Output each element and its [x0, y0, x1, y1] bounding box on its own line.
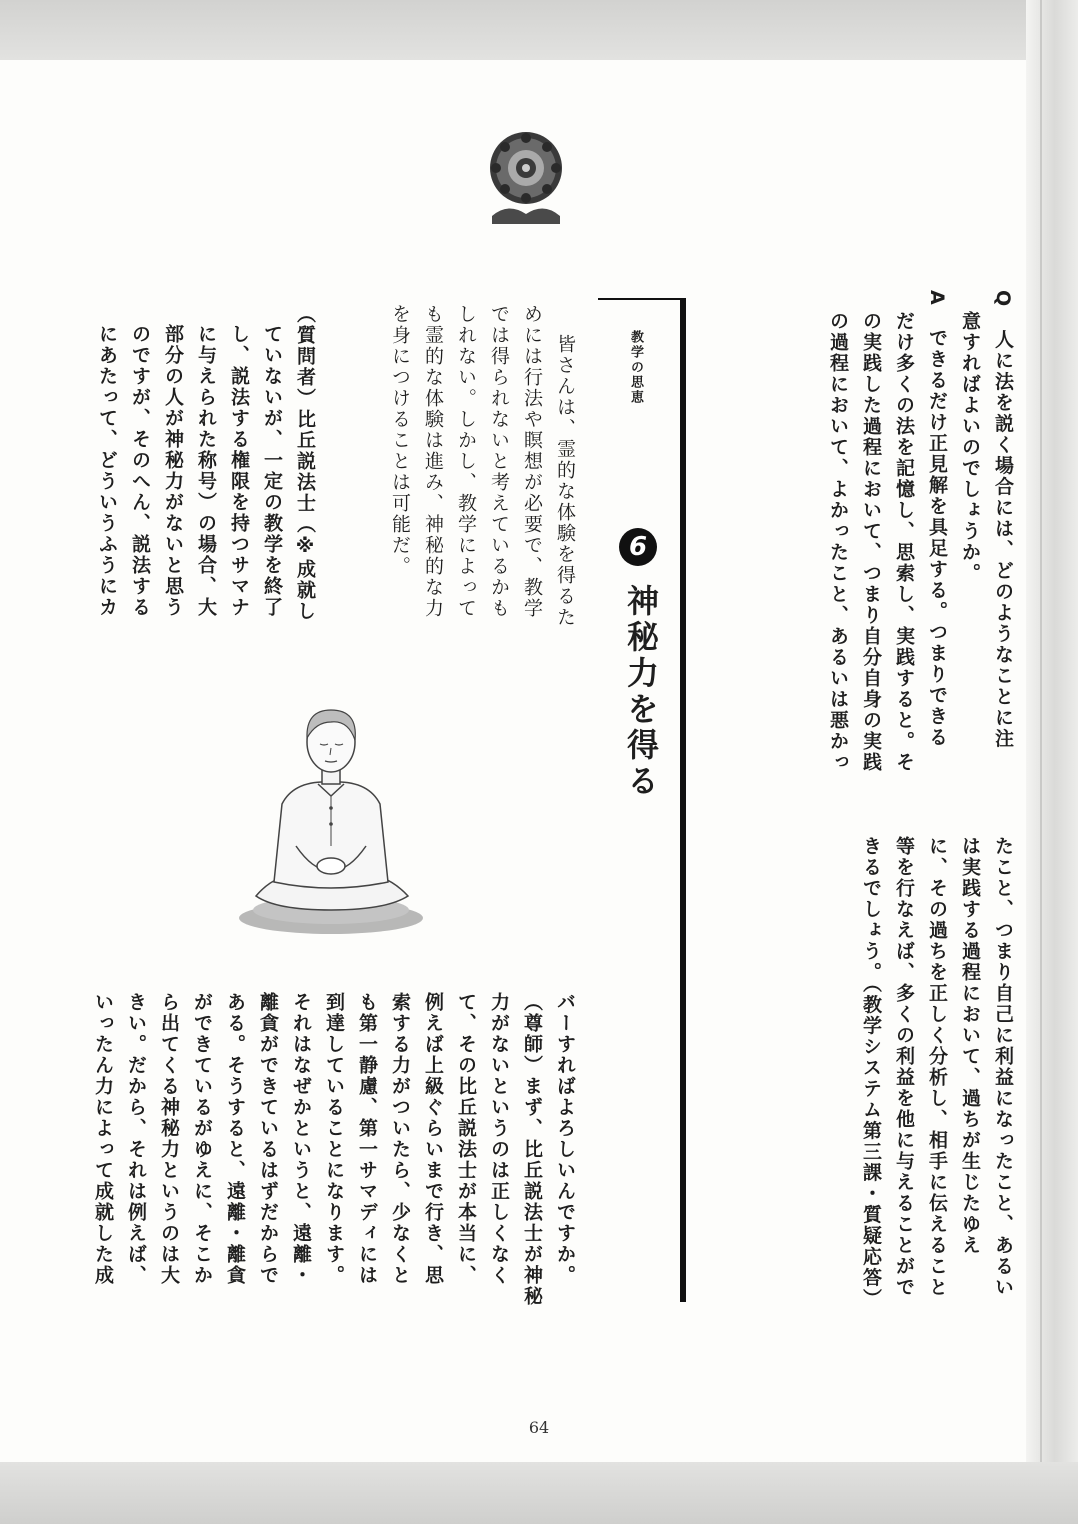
qa-column: 意すればよいのでしょうか。 — [959, 290, 981, 584]
answer-column: 力がないというのは正しくなく — [488, 992, 510, 1286]
answer-column: 到達していることになります。 — [323, 992, 345, 1286]
section-title: 神秘力を得る — [622, 584, 660, 800]
answer-column: て、その比丘説法士が本当に、 — [455, 992, 477, 1286]
qa-column: Q 人に法を説く場合には、どのようなことに注 — [992, 290, 1014, 750]
intro-column: 皆さんは、霊的な体験を得るた — [554, 334, 576, 628]
question-column: にあたって、どういうふうにカ — [96, 324, 118, 618]
answer-column: も第一静慮、第一サマディには — [356, 992, 378, 1286]
intro-column: も霊的な体験は進み、神秘的な力 — [422, 304, 444, 619]
question-column: 部分の人が神秘力がないと思う — [162, 324, 184, 618]
qa-continued-column: に、その過ちを正しく分析し、相手に伝えること — [926, 836, 948, 1298]
intro-column: めには行法や瞑想が必要で、教学 — [521, 304, 543, 619]
question-column: のですが、そのへん、説法する — [129, 324, 151, 618]
qa-continued-column: 等を行なえば、多くの利益を他に与えることがで — [893, 836, 915, 1298]
page-number: 64 — [528, 1418, 550, 1437]
dharma-wheel-icon — [482, 128, 570, 228]
answer-column: ができているがゆえに、そこか — [191, 992, 213, 1286]
answer-column: バーすればよろしいんですか。 — [554, 992, 576, 1286]
section-heading-frame — [598, 298, 686, 1302]
bottom-scan-band — [0, 1462, 1078, 1524]
qa-continued-column: きるでしょう。（教学システム第三課・質疑応答） — [860, 836, 882, 1310]
answer-column: （尊師）まず、比丘説法士が神秘 — [521, 992, 543, 1307]
answer-column: 離貪ができているはずだからで — [257, 992, 279, 1286]
question-column: ていないが、一定の教学を終了 — [261, 324, 283, 618]
answer-column: ら出てくる神秘力というのは大 — [158, 992, 180, 1286]
meditating-figure-illustration — [236, 696, 426, 936]
top-scan-band — [0, 0, 1078, 60]
answer-column: いったん力によって成就した成 — [92, 992, 114, 1286]
qa-column: の過程において、よかったこと、あるいは悪かっ — [827, 290, 849, 773]
intro-column: では得られないと考えているかも — [488, 304, 510, 619]
intro-column: しれない。しかし、教学によって — [455, 304, 477, 619]
question-column: し、説法する権限を持つサマナ — [228, 324, 250, 618]
answer-column: ある。そうすると、遠離・離貪 — [224, 992, 246, 1286]
section-number-badge: 6 — [619, 528, 657, 566]
qa-column: だけ多くの法を記憶し、思索し、実践すると。そ — [893, 290, 915, 773]
answer-column: それはなぜかというと、遠離・ — [290, 992, 312, 1286]
qa-continued-column: たこと、つまり自己に利益になったこと、あるい — [992, 836, 1014, 1298]
qa-continued-column: は実践する過程において、過ちが生じたゆえ — [959, 836, 981, 1256]
series-label: 教学の思恵 — [628, 330, 643, 405]
page-edge-shadow — [1026, 0, 1078, 1524]
answer-column: 例えば上級ぐらいまで行き、思 — [422, 992, 444, 1286]
qa-column: A できるだけ正見解を具足する。つまりできる — [926, 290, 948, 748]
answer-column: きい。だから、それは例えば、 — [125, 992, 147, 1286]
qa-column: の実践した過程において、つまり自分自身の実践 — [860, 290, 882, 773]
question-column: に与えられた称号）の場合、大 — [195, 324, 217, 618]
answer-column: 索する力がついたら、少なくと — [389, 992, 411, 1286]
question-column: （質問者）比丘説法士（※成就し — [294, 304, 316, 622]
intro-column: を身につけることは可能だ。 — [389, 304, 411, 577]
